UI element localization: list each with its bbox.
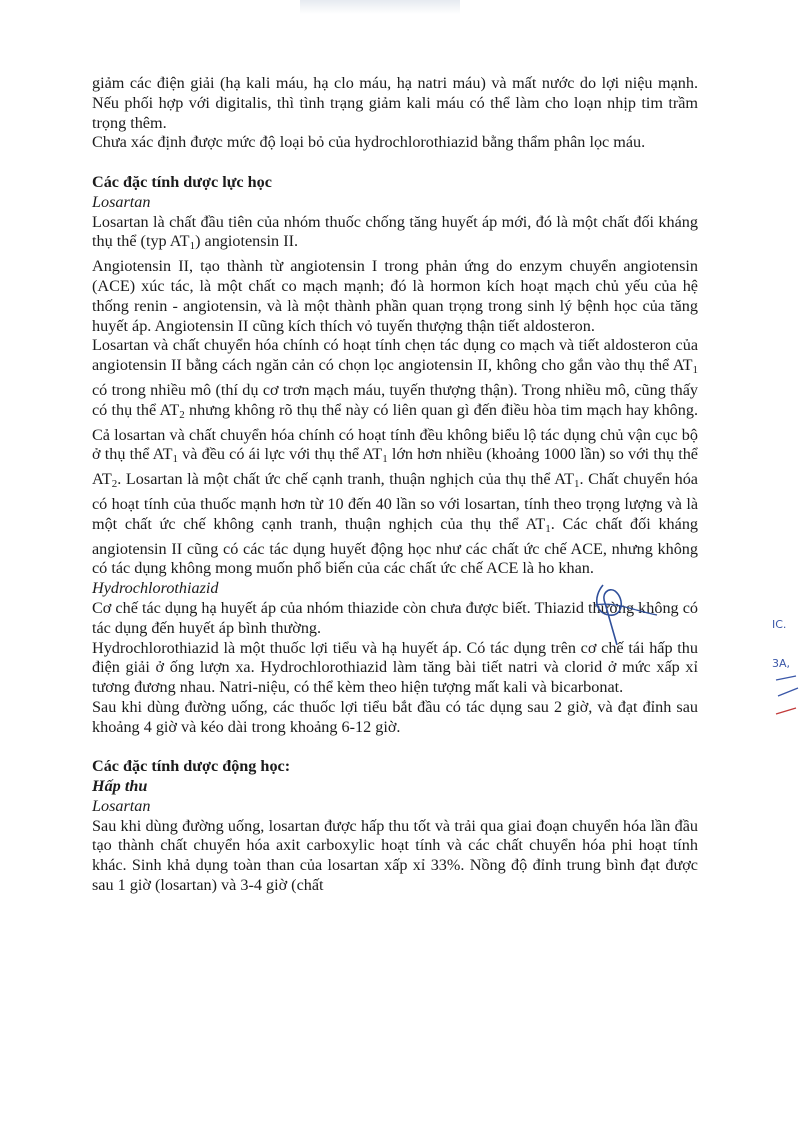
margin-mark-1: IC. bbox=[772, 618, 787, 631]
scan-artifact bbox=[300, 0, 460, 14]
section-spacer bbox=[92, 153, 698, 173]
handwritten-initial-mark bbox=[565, 575, 670, 650]
section-spacer bbox=[92, 738, 698, 758]
section-heading: Các đặc tính dược động học: bbox=[92, 757, 291, 776]
paragraph: Losartan là chất đầu tiên của nhóm thuốc chống tăng huyết áp mới, đó là một chất đối kháng thụ thể (typ $AT_1$) angiotensin II. bbox=[92, 212, 698, 253]
paragraph: Hydrochlorothiazid là một thuốc lợi tiểu và hạ huyết áp. Có tác dụng trên cơ chế tái hấp thu điện giải ở ống lượn xa. Hydrochlorothiazid làm tăng bài tiết natri và clorid ở mức xấp xỉ tương đương nhau. Natri-niệu, có thể kèm theo hiện tượng mất kali và bicarbonat. bbox=[92, 638, 698, 697]
paragraph: Chưa xác định được mức độ loại bỏ của hydrochlorothiazid bằng thẩm phân lọc máu. bbox=[92, 133, 646, 152]
margin-mark-2: 3A, bbox=[772, 657, 791, 670]
drug-subheading: Hydrochlorothiazid bbox=[92, 579, 219, 598]
paragraph: giảm các điện giải (hạ kali máu, hạ clo máu, hạ natri máu) và mất nước do lợi niệu mạnh. Nếu phối hợp với digitalis, thì tình trạng giảm kali máu có thể làm cho loạn nhịp tim trầm trọng thêm. bbox=[92, 74, 698, 132]
paragraph: Sau khi dùng đường uống, các thuốc lợi tiểu bắt đầu có tác dụng sau 2 giờ, và đạt đỉnh sau khoảng 4 giờ và kéo dài trong khoảng 6-12 giờ. bbox=[92, 697, 698, 736]
document-body bbox=[92, 74, 698, 896]
drug-subheading: Losartan bbox=[92, 796, 151, 815]
margin-stroke-icon bbox=[772, 670, 800, 730]
paragraph: Losartan và chất chuyển hóa chính có hoạt tính chẹn tác dụng co mạch và tiết aldosteron của angiotensin II bằng cách ngăn cản có chọn lọc angiotensin II, không cho gắn vào thụ thể $AT_1$ có trong nhiều mô (thí dụ cơ trơn mạch máu, tuyến thượng thận). Trong nhiều mô, cũng thấy có thụ thể $AT_2$ nhưng không rõ thụ thể này có liên quan gì đến điều hòa tim mạch hay không. Cả losartan và chất chuyển hóa chính có hoạt tính đều không biểu lộ tác dụng chủ vận cục bộ ở thụ thể $AT_1$ và đều có ái lực với thụ thể $AT_1$ lớn hơn nhiều (khoảng 1000 lần) so với thụ thể $AT_2$. Losartan là một chất ức chế cạnh tranh, thuận nghịch của thụ thể $AT_1$. Chất chuyển hóa có hoạt tính của thuốc mạnh hơn từ 10 đến 40 lần so với losartan, tính theo trọng lượng và là một chất ức chế không cạnh tranh, thuận nghịch của thụ thể $AT_1$. Các chất đối kháng angiotensin II cũng có các tác dụng huyết động học như các chất ức chế ACE, nhưng không có tác dụng không mong muốn phổ biến của các chất ức chế ACE là ho khan. bbox=[92, 336, 699, 578]
paragraph: Cơ chế tác dụng hạ huyết áp của nhóm thiazide còn chưa được biết. Thiazid thường không có tác dụng đến huyết áp bình thường. bbox=[92, 598, 698, 637]
section-heading: Các đặc tính dược lực học bbox=[92, 172, 272, 191]
subsection-heading: Hấp thu bbox=[92, 777, 148, 796]
page-edge-stamp-fragment bbox=[772, 600, 800, 730]
paragraph: Angiotensin II, tạo thành từ angiotensin I trong phản ứng do enzym chuyển angiotensin (ACE) xúc tác, là một chất co mạch mạnh; đó là hormon kích hoạt mạch chủ yếu của hệ thống renin - angiotensin, và là một thành phần quan trọng trong sinh lý bệnh học của tăng huyết áp. Angiotensin II cũng kích thích vỏ tuyến thượng thận tiết aldosteron. bbox=[92, 257, 698, 335]
drug-subheading: Losartan bbox=[92, 192, 151, 211]
paragraph: Sau khi dùng đường uống, losartan được hấp thu tốt và trải qua giai đoạn chuyển hóa lần đầu tạo thành chất chuyển hóa axit carboxylic hoạt tính và các chất chuyển hóa phi hoạt tính khác. Sinh khả dụng toàn than của losartan xấp xỉ 33%. Nồng độ đỉnh trung bình đạt được sau 1 giờ (losartan) và 3-4 giờ (chất bbox=[92, 816, 698, 895]
